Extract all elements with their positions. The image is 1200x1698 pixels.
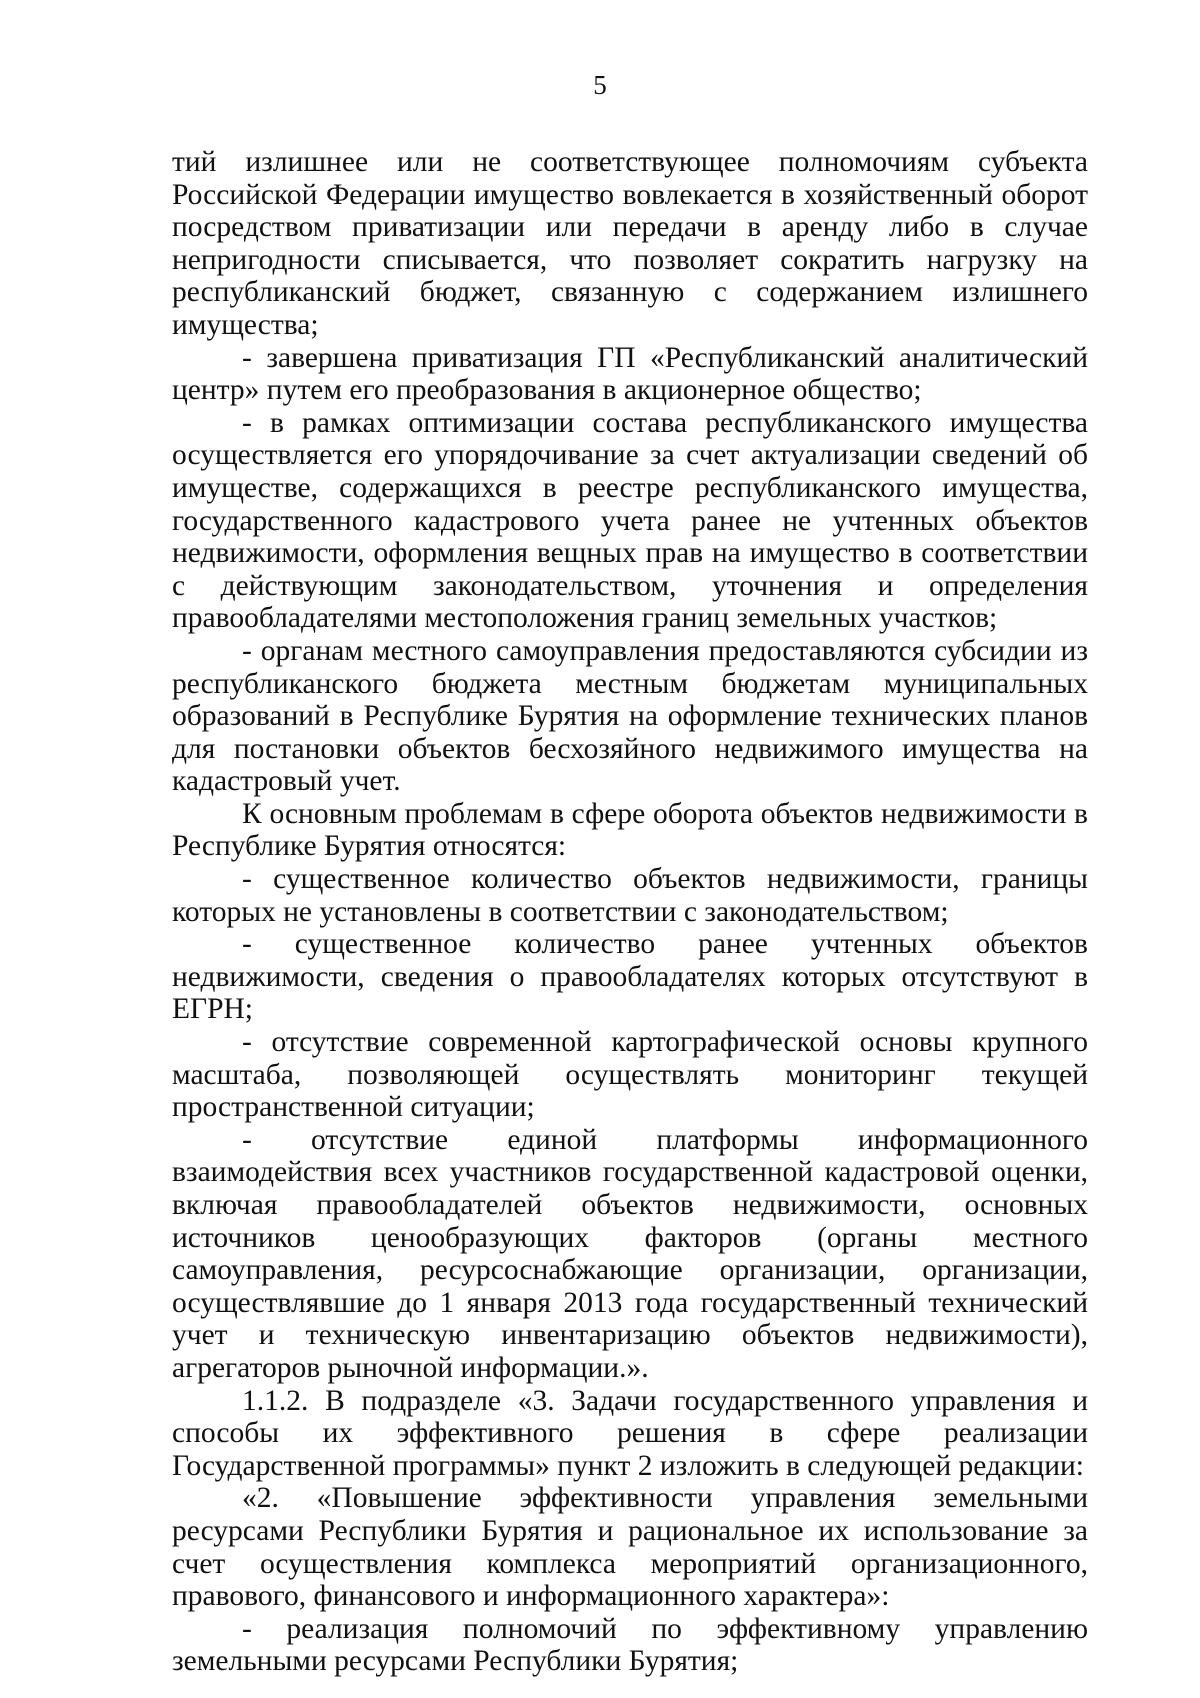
paragraph-task-2: «2. «Повышение эффективности управления земельными ресурсами Республики Бурятия и рациональное их использование за счет осуществления комплекса мероприятий организационного, правового, финансового и информационного характера»: — [172, 1482, 1088, 1613]
paragraph-land-resources: - реализация полномочий по эффективному управлению земельными ресурсами Республики Бурятия; — [172, 1612, 1088, 1678]
paragraph-problem-cartography: - отсутствие современной картографической основы крупного масштаба, позволяющей осуществлять мониторинг текущей пространственной ситуации; — [172, 1026, 1088, 1124]
paragraph-problem-platform: - отсутствие единой платформы информационного взаимодействия всех участников государственной кадастровой оценки, включая правообладателей объектов недвижимости, основных источников ценообразующих факторов (органы местного самоуправления, ресурсоснабжающие организации, организации, осуществлявшие до 1 января 2013 года государственный технический учет и техническую инвентаризацию объектов недвижимости), агрегаторов рыночной информации.». — [172, 1123, 1088, 1384]
paragraph-subsidies: - органам местного самоуправления предоставляются субсидии из республиканского бюджета местным бюджетам муниципальных образований в Республике Бурятия на оформление технических планов для постановки объектов бесхозяйного недвижимого имущества на кадастровый учет. — [172, 634, 1088, 798]
paragraph-section-1-1-2: 1.1.2. В подразделе «3. Задачи государственного управления и способы их эффективного решения в сфере реализации Государственной программы» пункт 2 изложить в следующей редакции: — [172, 1384, 1088, 1482]
paragraph-problem-boundaries: - существенное количество объектов недвижимости, границы которых не установлены в соответствии с законодательством; — [172, 863, 1088, 928]
document-body — [172, 146, 1088, 1678]
paragraph-continuation: тий излишнее или не соответствующее полномочиям субъекта Российской Федерации имущество вовлекается в хозяйственный оборот посредством приватизации или передачи в аренду либо в случае непригодности списывается, что позволяет сократить нагрузку на республиканский бюджет, связанную с содержанием излишнего имущества; — [172, 146, 1088, 341]
paragraph-problems-intro: К основным проблемам в сфере оборота объектов недвижимости в Республике Бурятия относятся: — [172, 797, 1088, 863]
paragraph-problem-rightholders: - существенное количество ранее учтенных объектов недвижимости, сведения о правообладателях которых отсутствуют в ЕГРН; — [172, 928, 1088, 1026]
paragraph-privatization: - завершена приватизация ГП «Республиканский аналитический центр» путем его преобразования в акционерное общество; — [172, 341, 1088, 407]
paragraph-optimization: - в рамках оптимизации состава республиканского имущества осуществляется его упорядочивание за счет актуализации сведений об имуществе, содержащихся в реестре республиканского имущества, государственного кадастрового учета ранее не учтенных объектов недвижимости, оформления вещных прав на имущество в соответствии с действующим законодательством, уточнения и определения правообладателями местоположения границ земельных участков; — [172, 406, 1088, 635]
page-number: 5 — [593, 70, 607, 100]
